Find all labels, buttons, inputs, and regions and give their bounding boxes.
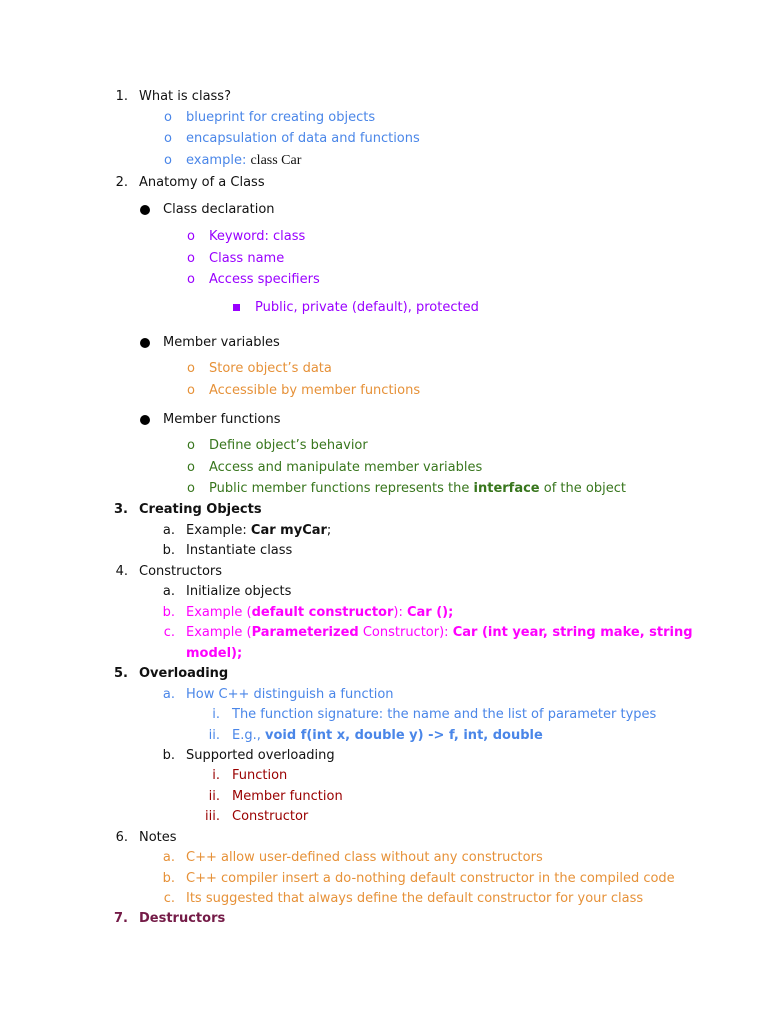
list-roman: ii. [208,728,220,743]
list-item: Example: Car myCar; [186,523,332,538]
list-item: blueprint for creating objects [186,110,376,125]
list-letter: b. [162,871,175,886]
list-item: Public member functions represents the interface of the object [209,481,626,496]
sub-heading-member-functions: Member functions [163,412,281,427]
list-roman: i. [212,768,220,783]
list-letter: a. [162,584,175,599]
list-item: E.g., void f(int x, double y) -> f, int, double [232,728,543,743]
circle-bullet-icon: o [187,361,195,376]
code-text: class Car [250,153,302,168]
list-letter: a. [162,850,175,865]
list-item: encapsulation of data and functions [186,131,420,146]
list-item: Member function [232,789,343,804]
list-letter: a. [162,523,175,538]
circle-bullet-icon: o [164,153,172,168]
section-title-creating-objects: Creating Objects [139,502,262,517]
list-number: 1. [115,89,128,104]
circle-bullet-icon: o [187,251,195,266]
list-item: C++ allow user-defined class without any constructors [186,850,543,865]
sub-heading-class-declaration: Class declaration [163,202,275,217]
list-item: Example (default constructor): Car (); [186,605,454,620]
list-roman: i. [212,707,220,722]
list-number: 4. [115,564,128,579]
square-bullet-icon [233,300,240,316]
circle-bullet-icon: o [164,110,172,125]
list-item-continuation: model); [186,646,243,661]
section-title-notes: Notes [139,830,177,845]
list-item: Public, private (default), protected [255,300,479,315]
list-item: Initialize objects [186,584,292,599]
bullet-icon [140,414,150,430]
list-item: Access and manipulate member variables [209,460,483,475]
list-letter: c. [163,891,175,906]
circle-bullet-icon: o [187,383,195,398]
list-roman: ii. [208,789,220,804]
circle-bullet-icon: o [187,438,195,453]
section-title-destructors: Destructors [139,911,226,926]
list-item: Define object’s behavior [209,438,368,453]
bullet-icon [140,204,150,220]
circle-bullet-icon: o [187,272,195,287]
list-letter: b. [162,605,175,620]
list-letter: b. [162,748,175,763]
list-roman: iii. [205,809,220,824]
list-item: Store object’s data [209,361,332,376]
circle-bullet-icon: o [164,131,172,146]
list-item: Instantiate class [186,543,293,558]
list-letter: c. [163,625,175,640]
circle-bullet-icon: o [187,481,195,496]
list-item: Function [232,768,288,783]
bullet-icon [140,337,150,353]
list-item: The function signature: the name and the list of parameter types [232,707,657,722]
list-item: Constructor [232,809,309,824]
list-letter: a. [162,687,175,702]
list-number: 5. [114,666,128,681]
list-number: 2. [115,175,128,190]
section-title-what-is-class: What is class? [139,89,231,104]
list-number: 7. [114,911,128,926]
list-letter: b. [162,543,175,558]
list-item-example: example: class Car [186,153,302,168]
list-item: C++ compiler insert a do-nothing default constructor in the compiled code [186,871,675,886]
list-item: Access specifiers [209,272,320,287]
list-number: 3. [114,502,128,517]
list-item: Accessible by member functions [209,383,421,398]
list-item: Supported overloading [186,748,335,763]
circle-bullet-icon: o [187,460,195,475]
list-item: Class name [209,251,285,266]
list-item: Keyword: class [209,229,306,244]
section-title-constructors: Constructors [139,564,223,579]
list-item: Its suggested that always define the default constructor for your class [186,891,644,906]
list-item: Example (Parameterized Constructor): Car (int year, string make, string [186,625,693,640]
section-title-overloading: Overloading [139,666,229,681]
sub-heading-member-variables: Member variables [163,335,280,350]
list-item: How C++ distinguish a function [186,687,394,702]
circle-bullet-icon: o [187,229,195,244]
list-number: 6. [115,830,128,845]
section-title-anatomy: Anatomy of a Class [139,175,265,190]
